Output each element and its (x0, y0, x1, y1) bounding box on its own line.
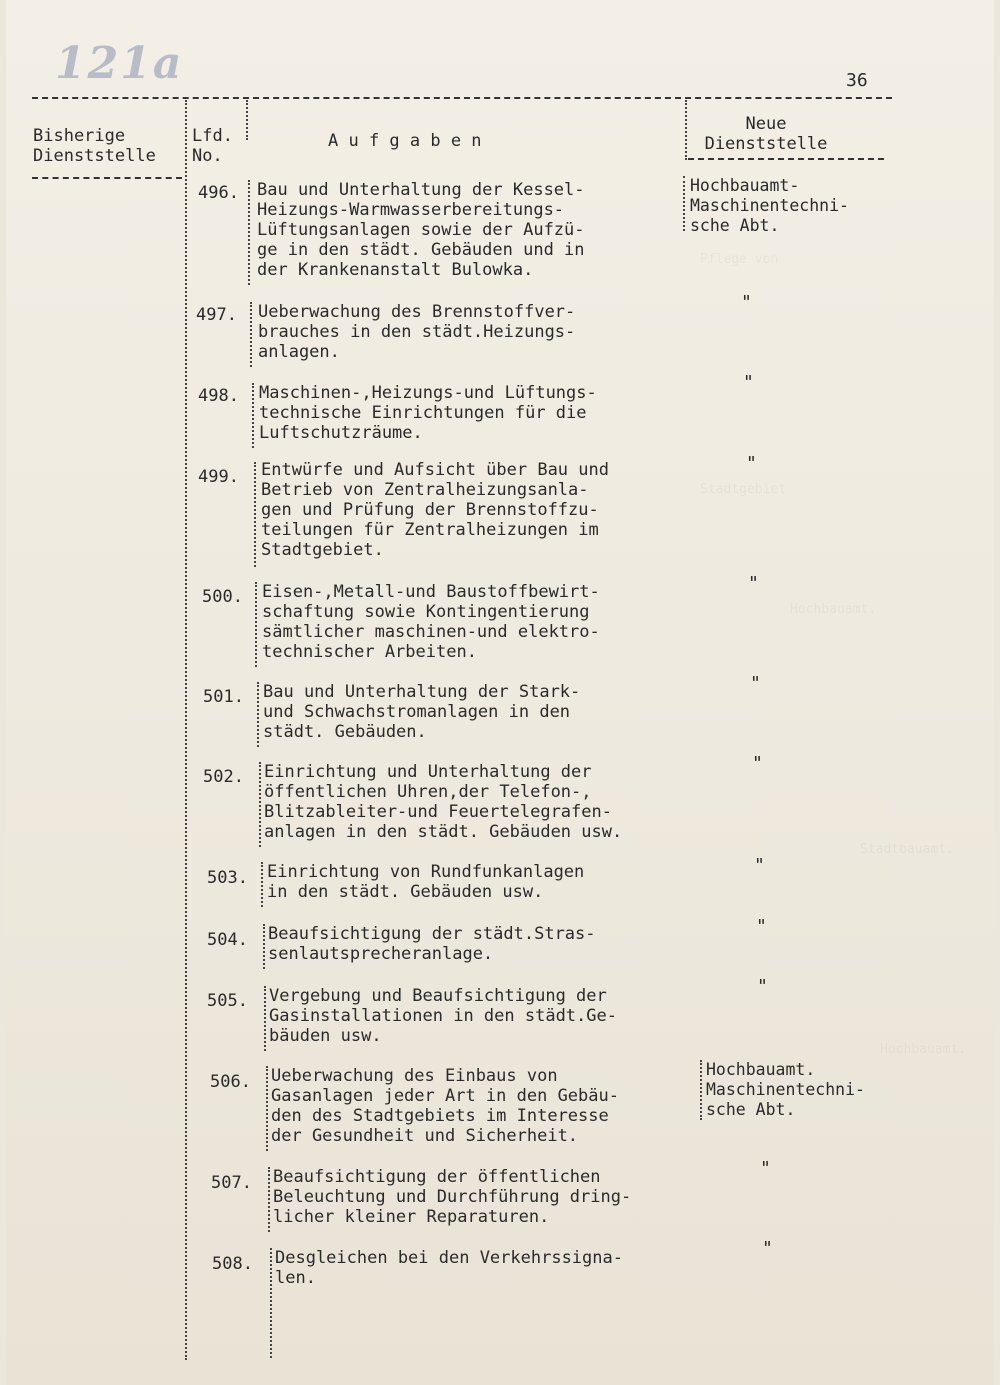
entry-task: Ueberwachung des Einbaus von Gasanlagen jeder Art in den Gebäu- den des Stadtgebiets im Interesse der Gesundheit und Sicherheit. (271, 1066, 619, 1146)
entry-new-office-ditto: " (760, 1158, 771, 1179)
entry-new-office-ditto: " (756, 916, 767, 937)
entry-number: 503. (207, 868, 248, 888)
entry-new-office-ditto: " (754, 855, 765, 876)
entry-task: Beaufsichtigung der öffentlichen Beleuchtung und Durchführung dring- licher kleiner Reparaturen. (273, 1167, 632, 1227)
header-new-office: Neue Dienststelle (704, 114, 828, 154)
entry-task: Maschinen-,Heizungs-und Lüftungs- technische Einrichtungen für die Luftschutzräume. (259, 383, 597, 443)
header-previous-office: Bisherige Dienststelle (33, 126, 156, 166)
entry-number: 505. (207, 991, 248, 1011)
entry-number: 500. (202, 587, 243, 607)
entry-new-office: Hochbauamt- Maschinentechni- sche Abt. (690, 176, 849, 235)
entry-new-office-ditto: " (762, 1238, 773, 1259)
entry-new-office-ditto: " (750, 673, 761, 694)
entry-new-office: Hochbauamt. Maschinentechni- sche Abt. (706, 1060, 865, 1119)
entry-task: Vergebung und Beaufsichtigung der Gasinstallationen in den städt.Ge- bäuden usw. (269, 986, 617, 1046)
entry-new-office-ditto: " (743, 372, 754, 393)
entry-new-office-ditto: " (757, 976, 768, 997)
entry-number: 508. (212, 1254, 253, 1274)
entry-number: 506. (210, 1072, 251, 1092)
header-number: Lfd. No. (192, 126, 233, 166)
entry-number: 498. (198, 386, 239, 406)
entry-number: 504. (207, 930, 248, 950)
entry-task: Ueberwachung des Brennstoffver- brauches in den städt.Heizungs- anlagen. (258, 302, 576, 362)
entry-task: Entwürfe und Aufsicht über Bau und Betrieb von Zentralheizungsanla- gen und Prüfung der Brennstoffzu- teilungen für Zentralheizungen im Stadtgebiet. (261, 460, 609, 560)
entry-task: Einrichtung von Rundfunkanlagen in den städt. Gebäuden usw. (267, 862, 585, 902)
entry-task: Desgleichen bei den Verkehrssigna- len. (275, 1248, 623, 1288)
entry-new-office-ditto: " (752, 753, 763, 774)
entry-number: 496. (198, 183, 239, 203)
entry-new-office-ditto: " (746, 453, 757, 474)
entry-new-office-ditto: " (741, 292, 752, 313)
column-line-1 (185, 100, 187, 1360)
page-number: 36 (846, 70, 868, 91)
entry-task: Einrichtung und Unterhaltung der öffentlichen Uhren,der Telefon-, Blitzableiter-und Feuertelegrafen- anlagen in den städt. Gebäuden usw. (264, 762, 623, 842)
show-through: Pflege von Stadtgebiet Hochbauamt. Stadtbauamt. Hochbauamt. (700, 252, 967, 1057)
top-rule (32, 97, 892, 99)
entry-number: 507. (211, 1173, 252, 1193)
entry-task: Bau und Unterhaltung der Kessel- Heizungs-Warmwasserbereitungs- Lüftungsanlagen sowie der Aufzü- ge in den städt. Gebäuden und in der Krankenanstalt Bulowka. (257, 180, 585, 280)
column-line-3 (685, 100, 687, 160)
column-line-2 (246, 100, 248, 140)
header-tasks: A u f g a b e n (328, 131, 482, 151)
archive-pencil-mark: 121a (55, 38, 184, 89)
entry-number: 497. (196, 305, 237, 325)
entry-number: 501. (203, 687, 244, 707)
entry-task: Beaufsichtigung der städt.Stras- senlautsprecheranlage. (268, 924, 596, 964)
entry-number: 502. (203, 767, 244, 787)
entry-new-office-ditto: " (748, 573, 759, 594)
entry-task: Bau und Unterhaltung der Stark- und Schwachstromanlagen in den städt. Gebäuden. (263, 682, 581, 742)
header-rule-left (32, 177, 182, 179)
entry-task: Eisen-,Metall-und Baustoffbewirt- schaftung sowie Kontingentierung sämtlicher maschinen-und elektro- technischer Arbeiten. (262, 582, 600, 662)
entry-number: 499. (198, 467, 239, 487)
header-rule-right (688, 158, 884, 160)
